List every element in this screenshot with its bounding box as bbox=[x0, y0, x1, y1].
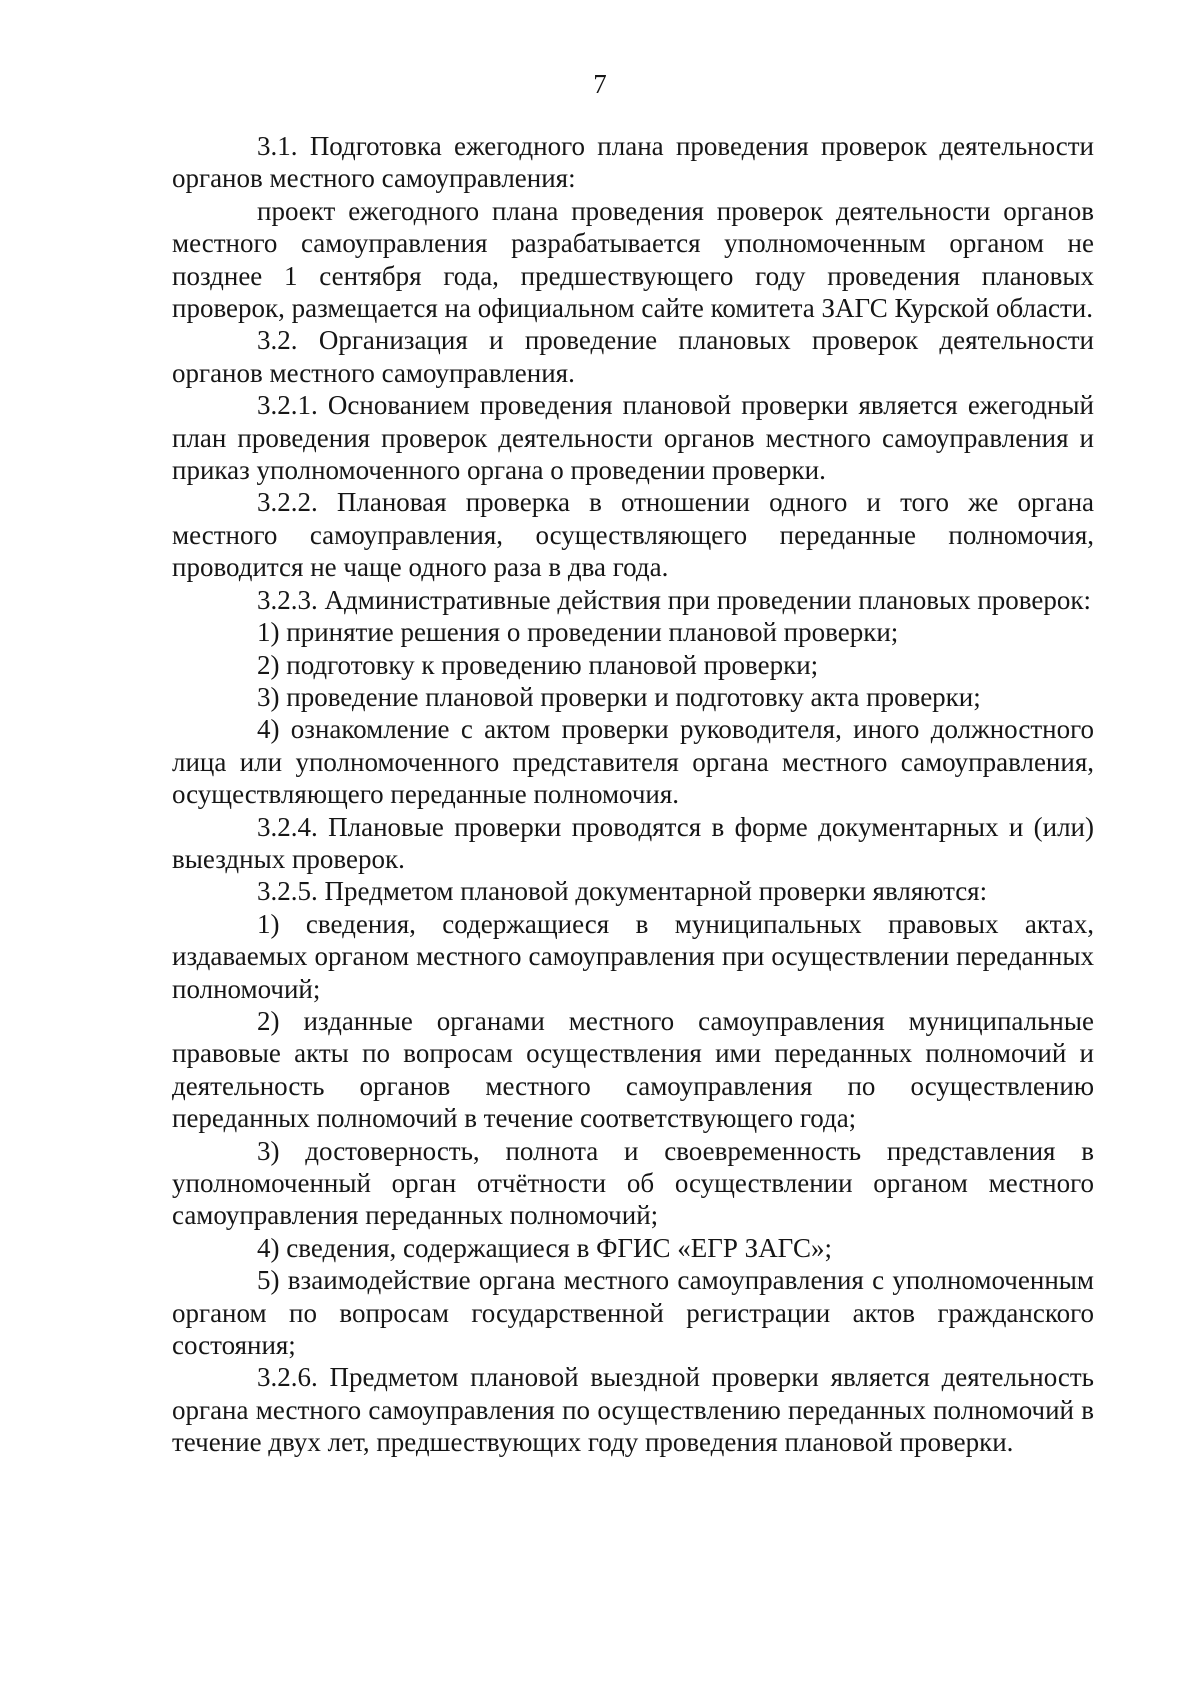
document-body bbox=[172, 130, 1094, 1459]
paragraph-plan-draft: проект ежегодного плана проведения проверок деятельности органов местного самоуправления разрабатывается уполномоченным органом не позднее 1 сентября года, предшествующего году проведения плановых проверок, размещается на официальном сайте комитета ЗАГС Курской области. bbox=[172, 195, 1094, 324]
subject-item-3: 3) достоверность, полнота и своевременность представления в уполномоченный орган отчётности об осуществлении органом местного самоуправления переданных полномочий; bbox=[172, 1135, 1094, 1231]
paragraph-3-2-1: 3.2.1. Основанием проведения плановой проверки является ежегодный план проведения проверок деятельности органов местного самоуправления и приказ уполномоченного органа о проведении проверки. bbox=[172, 390, 1094, 486]
paragraph-3-2: 3.2. Организация и проведение плановых проверок деятельности органов местного самоуправления. bbox=[172, 325, 1094, 388]
paragraph-3-1: 3.1. Подготовка ежегодного плана проведения проверок деятельности органов местного самоуправления: bbox=[172, 131, 1094, 194]
paragraph-3-2-5: 3.2.5. Предметом плановой документарной проверки являются: bbox=[257, 876, 988, 907]
subject-item-5: 5) взаимодействие органа местного самоуправления с уполномоченным органом по вопросам государственной регистрации актов гражданского состояния; bbox=[172, 1265, 1094, 1361]
paragraph-3-2-3: 3.2.3. Административные действия при проведении плановых проверок: bbox=[257, 584, 1091, 615]
page-number: 7 bbox=[593, 69, 607, 99]
paragraph-3-2-4: 3.2.4. Плановые проверки проводятся в форме документарных и (или) выездных проверок. bbox=[172, 811, 1094, 874]
subject-item-1: 1) сведения, содержащиеся в муниципальных правовых актах, издаваемых органом местного самоуправления при осуществлении переданных полномочий; bbox=[172, 908, 1094, 1004]
paragraph-3-2-6: 3.2.6. Предметом плановой выездной проверки является деятельность органа местного самоуправления по осуществлению переданных полномочий в течение двух лет, предшествующих году проведения плановой проверки. bbox=[172, 1362, 1094, 1458]
list-item-1: 1) принятие решения о проведении плановой проверки; bbox=[257, 617, 899, 648]
subject-item-2: 2) изданные органами местного самоуправления муниципальные правовые акты по вопросам осуществления ими переданных полномочий и деятельность органов местного самоуправления по осуществлению переданных полномочий в течение соответствующего года; bbox=[172, 1005, 1094, 1134]
list-item-4: 4) ознакомление с актом проверки руководителя, иного должностного лица или уполномоченного представителя органа местного самоуправления, осуществляющего переданные полномочия. bbox=[172, 714, 1094, 810]
subject-item-4: 4) сведения, содержащиеся в ФГИС «ЕГР ЗАГС»; bbox=[257, 1232, 832, 1263]
list-item-2: 2) подготовку к проведению плановой проверки; bbox=[257, 649, 819, 680]
paragraph-3-2-2: 3.2.2. Плановая проверка в отношении одного и того же органа местного самоуправления, осуществляющего переданные полномочия, проводится не чаще одного раза в два года. bbox=[172, 487, 1094, 583]
list-item-3: 3) проведение плановой проверки и подготовку акта проверки; bbox=[257, 681, 981, 712]
